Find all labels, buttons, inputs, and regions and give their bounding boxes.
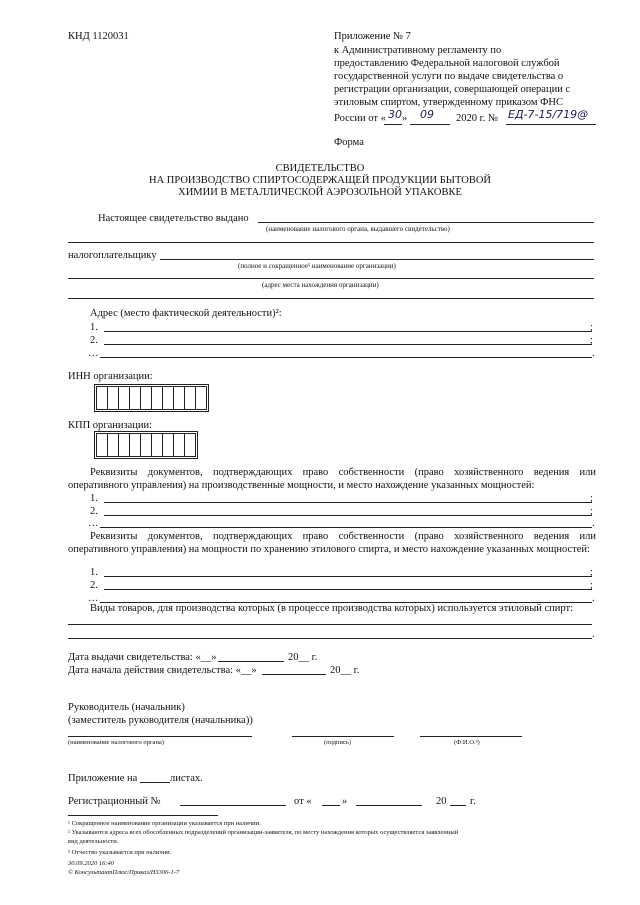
footnote: ³ Отчество указывается при наличии.: [68, 849, 172, 856]
address-caption: (адрес места нахождения организации): [262, 281, 379, 289]
order-year: 2020 г. №: [456, 113, 499, 124]
inn-label: ИНН организации:: [68, 371, 153, 382]
address-item-num: …: [88, 348, 99, 359]
page: КНД 1120031 Приложение № 7 к Административному регламенту по предоставлению Федеральной налоговой службой государственной услуги по выдаче свидетельства о регистрации организации, совершающей операции с этиловым спиртом, утвержденному приказом ФНС России от « 30 » 09 2020 г. № ЕД-7-15/719@ Форма СВИДЕТЕЛЬСТВО НА ПРОИЗВОДСТВО СПИРТОСОДЕРЖАЩЕЙ ПРОДУКЦИИ БЫТОВОЙ ХИМИИ В МЕТАЛЛИЧЕСКОЙ АЭРОЗОЛЬНОЙ УПАКОВКЕ Настоящее свидетельство выдано (наименование налогового органа, выдавшего свидетельство) налогоплательщику (полное и сокращенное¹ наименование организации) (адрес места нахождения организации) Адрес (место фактической деятельности)²: 1. ; 2. ; … . ИНН организации: КПП организации: Реквизиты документов, подтверждающих право собственности (право хозяйственного ведения или оперативного управления) на производственные мощности, и место нахождение указанных мощностей: 1. ; 2. ; … . Реквизиты документов, подтверждающих право собственности (право хозяйственного ведения или оперативного управления) на мощности по хранению этилового спирта, и место нахождение указанных мощностей: 1. ; 2. ; … . Виды товаров, для производства которых (в процессе производства которых) используется этиловый спирт: . Дата выдачи свидетельства: «__» 20__ г. Дата начала действия свидетельства: «__» 20__ г. Руководитель (начальник) (заместитель руководителя (начальника)) (наименование налогового органа) (подпись) (Ф.И.О.³) Приложение на листах. Регистрационный № от « » 20 г. ¹ Сокращенное наименование организации указывается при наличии. ² Указываются адреса всех обособленных подразделений организации-заявителя, по месту нахождения которых осуществляется заявленный вид деятельности. ³ Отчество указывается при наличии. 30.09.2020 16:40 © КонсультантПлюс/Приказ/Н3306-1-7: [68, 31, 596, 876]
order-prefix: России от «: [334, 113, 386, 124]
address-item-num: 1.: [90, 322, 98, 333]
issued-caption: (наименование налогового органа, выдавшего свидетельство): [266, 225, 450, 233]
title-line: ХИМИИ В МЕТАЛЛИЧЕСКОЙ АЭРОЗОЛЬНОЙ УПАКОВКЕ: [178, 187, 462, 198]
appendix-line: регистрации организации, совершающей операции с: [334, 84, 571, 95]
registration-quote: »: [342, 796, 348, 807]
req2-item-num: 1.: [90, 567, 98, 578]
requisites2-text: Реквизиты документов, подтверждающих право собственности (право хозяйственного ведения или оперативного управления) на мощности по хранению этилового спирта, и место нахождение указанных мощностей:: [68, 531, 596, 555]
appendix-line: этиловым спиртом, утвержденному приказом ФНС: [334, 97, 563, 108]
caption-sign: (подпись): [324, 739, 351, 746]
attachment-prefix: Приложение на: [68, 773, 138, 784]
appendix-line: к Административному регламенту по: [334, 45, 502, 56]
title-line: НА ПРОИЗВОДСТВО СПИРТОСОДЕРЖАЩЕЙ ПРОДУКЦИИ БЫТОВОЙ: [149, 175, 491, 186]
start-date-label: Дата начала действия свидетельства: «__»: [68, 665, 257, 676]
issue-date-label: Дата выдачи свидетельства: «__»: [68, 652, 217, 663]
inn-boxes[interactable]: [96, 386, 207, 410]
form-label: Форма: [334, 137, 364, 148]
goods-label: Виды товаров, для производства которых (в процессе производства которых) используется этиловый спирт:: [90, 603, 574, 614]
stamp-file: © КонсультантПлюс/Приказ/Н3306-1-7: [68, 869, 180, 876]
req1-item-num: 1.: [90, 493, 98, 504]
attachment-suffix: листах.: [170, 773, 203, 784]
order-day: 30: [388, 108, 402, 121]
req1-item-num: …: [88, 518, 99, 529]
footnote: ¹ Сокращенное наименование организации указывается при наличии.: [68, 820, 261, 827]
kpp-label: КПП организации:: [68, 420, 153, 431]
start-year: 20__ г.: [330, 665, 360, 676]
caption-org: (наименование налогового органа): [68, 739, 164, 746]
registration-year-suffix: г.: [470, 796, 476, 807]
footnote: ² Указываются адреса всех обособленных подразделений организации-заявителя, по месту нахождения которых осуществляется заявленный: [68, 829, 459, 836]
knd-code: КНД 1120031: [68, 31, 129, 42]
stamp-datetime: 30.09.2020 16:40: [68, 860, 115, 867]
head-line: (заместитель руководителя (начальника)): [68, 715, 253, 726]
footnote: вид деятельности.: [68, 838, 119, 845]
taxpayer-caption: (полное и сокращенное¹ наименование организации): [238, 262, 396, 270]
caption-fio: (Ф.И.О.³): [454, 739, 480, 746]
order-month: 09: [420, 108, 434, 121]
requisites1-text: Реквизиты документов, подтверждающих право собственности (право хозяйственного ведения или оперативного управления) на производственные мощности, и место нахождение указанных мощностей:: [68, 467, 596, 491]
appendix-line: предоставлению Федеральной налоговой службой: [334, 58, 560, 69]
title-line: СВИДЕТЕЛЬСТВО: [275, 163, 365, 174]
registration-label: Регистрационный №: [68, 796, 161, 807]
issue-year: 20__ г.: [288, 652, 318, 663]
req2-item-num: …: [88, 593, 99, 604]
address-label: Адрес (место фактической деятельности)²:: [90, 308, 282, 319]
order-number: ЕД-7-15/719@: [508, 108, 589, 121]
kpp-boxes[interactable]: [96, 433, 196, 457]
registration-from: от «: [294, 796, 312, 807]
issued-label: Настоящее свидетельство выдано: [98, 213, 249, 224]
appendix-title: Приложение № 7: [334, 31, 411, 42]
head-line: Руководитель (начальник): [68, 702, 185, 713]
address-item-num: 2.: [90, 335, 98, 346]
taxpayer-label: налогоплательщику: [68, 250, 157, 261]
registration-year: 20: [436, 796, 447, 807]
req1-item-num: 2.: [90, 506, 98, 517]
req2-item-num: 2.: [90, 580, 98, 591]
appendix-line: государственной услуги по выдаче свидетельства о: [334, 71, 564, 82]
